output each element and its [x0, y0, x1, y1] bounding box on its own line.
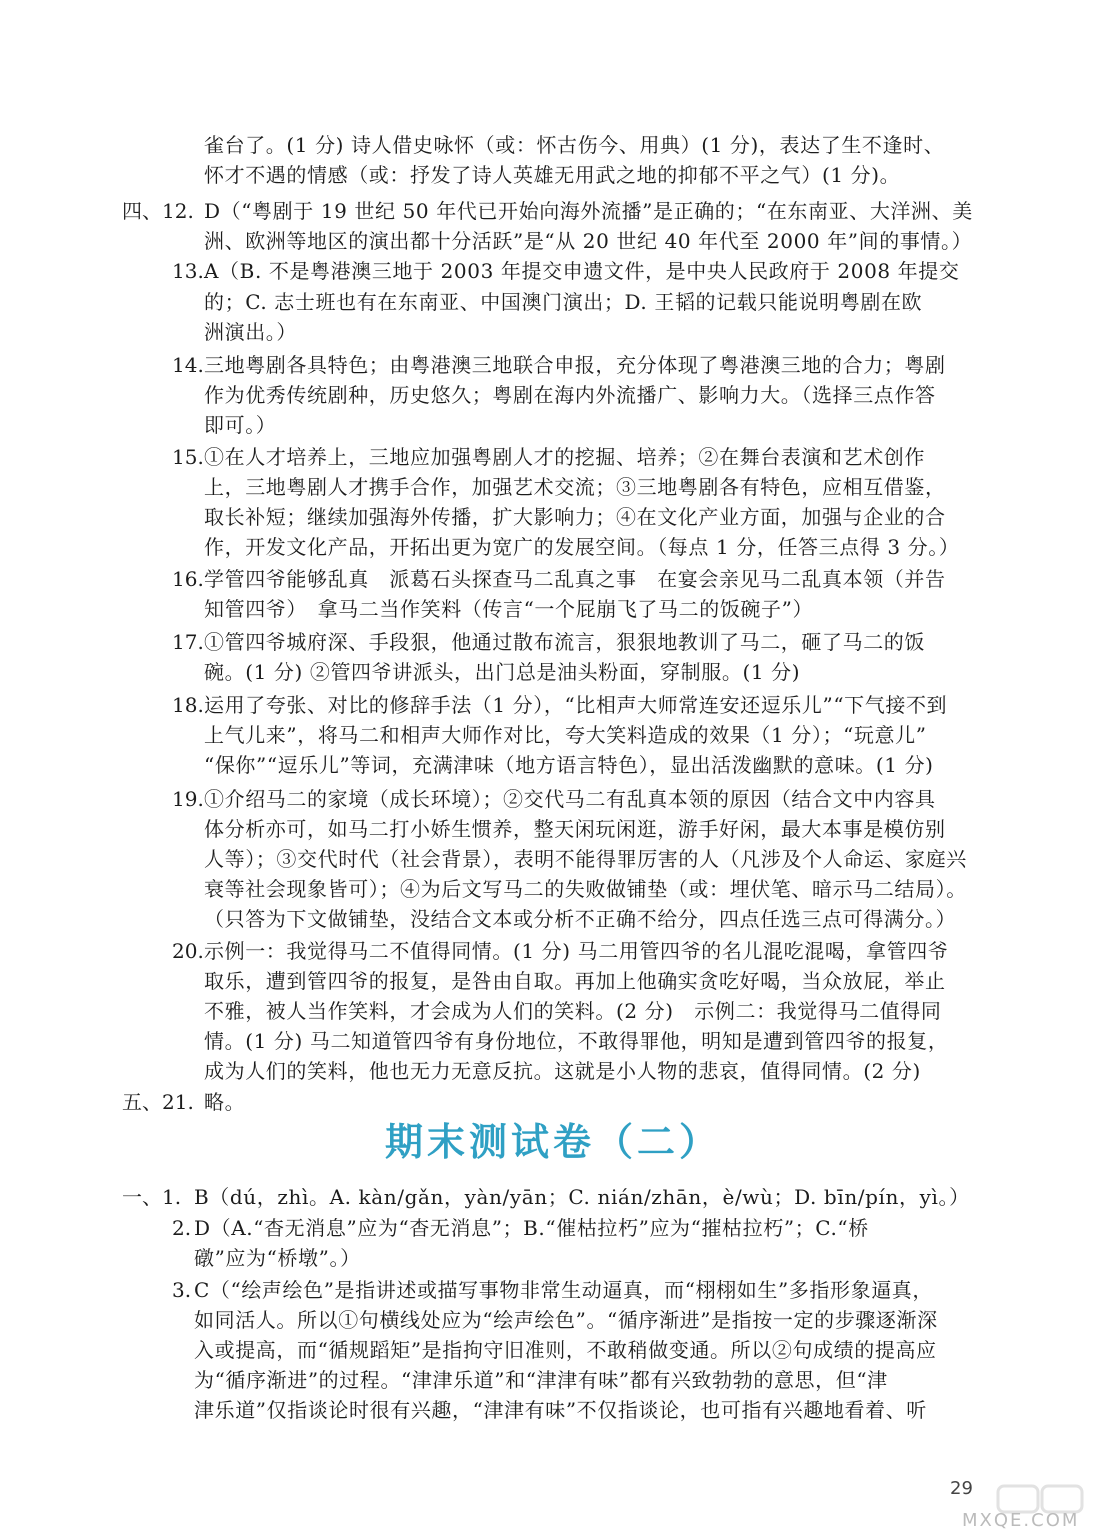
text-line: 成为人们的笑料，他也无力无意反抗。这就是小人物的悲哀，值得同情。(2 分)	[204, 1059, 921, 1083]
text-line: 入或提高，而“循规蹈矩”是指拘守旧准则，不敢稍做变通。所以②句成绩的提高应	[194, 1338, 937, 1362]
text-line: 示例一：我觉得马二不值得同情。(1 分) 马二用管四爷的名儿混吃混喝，拿管四爷	[204, 939, 949, 963]
text-line: 洲、欧洲等地区的演出都十分活跃”是“从 20 世纪 40 年代至 2000 年”间的事情。）	[204, 229, 973, 253]
text-line: 礅”应为“桥墩”。）	[194, 1246, 361, 1270]
text-line: 不雅，被人当作笑料，才会成为人们的笑料。(2 分) 示例二：我觉得马二值得同	[204, 999, 942, 1023]
text-line: 体分析亦可，如马二打小娇生惯养，整天闲玩闲逛，游手好闲，最大本事是模仿别	[204, 817, 946, 841]
page-number: 29	[950, 1478, 973, 1499]
text-line: ①在人才培养上，三地应加强粤剧人才的挖掘、培养；②在舞台表演和艺术创作	[204, 445, 925, 469]
text-line: 的；C. 志士班也有在东南亚、中国澳门演出；D. 王韬的记载只能说明粤剧在欧	[204, 290, 923, 314]
text-line: 学管四爷能够乱真 派葛石头探查马二乱真之事 在宴会亲见马二乱真本领（并告	[204, 567, 946, 591]
question-number: 16.	[172, 567, 204, 591]
text-line: 知管四爷） 拿马二当作笑料（传言“一个屁崩飞了马二的饭碗子”）	[204, 597, 814, 621]
text-line: 洲演出。）	[204, 320, 297, 344]
question-number: 14.	[172, 353, 204, 377]
text-line: 如同活人。所以①句横线处应为“绘声绘色”。“循序渐进”是指按一定的步骤逐渐深	[194, 1308, 938, 1332]
text-line: 三地粤剧各具特色；由粤港澳三地联合申报，充分体现了粤港澳三地的合力；粤剧	[204, 353, 946, 377]
text-line: 取长补短；继续加强海外传播，扩大影响力；④在文化产业方面，加强与企业的合	[204, 505, 946, 529]
text-line: B（dú，zhì。A. kàn/gǎn，yàn/yān；C. nián/zhān，è/wù；D. bīn/pín，yì。）	[194, 1185, 970, 1209]
text-line: 怀才不遇的情感（或：抒发了诗人英雄无用武之地的抑郁不平之气）(1 分)。	[204, 163, 901, 187]
text-line: C（“绘声绘色”是指讲述或描写事物非常生动逼真，而“栩栩如生”多指形象逼真，	[194, 1278, 934, 1302]
watermark-text: MXQE.COM	[962, 1510, 1080, 1531]
text-line: “保你”“逗乐儿”等词，充满津味（地方语言特色），显出活泼幽默的意味。(1 分)	[204, 753, 934, 777]
text-line: ①管四爷城府深、手段狠，他通过散布流言，狠狠地教训了马二，砸了马二的饭	[204, 630, 925, 654]
text-line: 衰等社会现象皆可）；④为后文写马二的失败做铺垫（或：埋伏笔、暗示马二结局）。	[204, 877, 967, 901]
question-number: 20.	[172, 939, 204, 963]
question-number: 3.	[172, 1278, 192, 1302]
text-line: ①介绍马二的家境（成长环境）；②交代马二有乱真本领的原因（结合文中内容具	[204, 787, 936, 811]
question-number: 四、12.	[122, 199, 194, 223]
text-line: 雀台了。(1 分) 诗人借史咏怀（或：怀古伤今、用典）(1 分)，表达了生不逢时、	[204, 133, 945, 157]
text-line: 作为优秀传统剧种，历史悠久；粤剧在海内外流播广、影响力大。（选择三点作答	[204, 383, 936, 407]
text-line: D（A.“杳无消息”应为“杳无消息”；B.“催枯拉朽”应为“摧枯拉朽”；C.“桥	[194, 1216, 869, 1240]
text-line: 津乐道”仅指谈论时很有兴趣，“津津有味”不仅指谈论，也可指有兴趣地看着、听	[194, 1398, 927, 1422]
text-line: 人等）；③交代时代（社会背景），表明不能得罪厉害的人（凡涉及个人命运、家庭兴	[204, 847, 967, 871]
question-number: 17.	[172, 630, 204, 654]
question-number: 13.	[172, 259, 204, 283]
text-line: 取乐，遭到管四爷的报复，是咎由自取。再加上他确实贪吃好喝，当众放屁，举止	[204, 969, 946, 993]
text-line: 即可。）	[204, 413, 277, 437]
question-number: 19.	[172, 787, 204, 811]
text-line: （只答为下文做铺垫，没结合文本或分析不正确不给分，四点任选三点可得满分。）	[204, 907, 957, 931]
text-line: 作，开发文化产品，开拓出更为宽广的发展空间。（每点 1 分，任答三点得 3 分。）	[204, 535, 960, 559]
question-number: 18.	[172, 693, 204, 717]
question-number: 15.	[172, 445, 204, 469]
text-line: 为“循序渐进”的过程。“津津乐道”和“津津有味”都有兴致勃勃的意思，但“津	[194, 1368, 888, 1392]
section-title: 期末测试卷（二）	[384, 1119, 721, 1164]
text-line: 碗。(1 分) ②管四爷讲派头，出门总是油头粉面，穿制服。(1 分)	[204, 660, 801, 684]
text-line: 上，三地粤剧人才携手合作，加强艺术交流；③三地粤剧各有特色，应相互借鉴，	[204, 475, 946, 499]
question-number: 2.	[172, 1216, 192, 1240]
question-number: 五、21.	[122, 1090, 194, 1114]
text-line: 情。(1 分) 马二知道管四爷有身份地位，不敢得罪他，明知是遭到管四爷的报复，	[204, 1029, 949, 1053]
text-line: 略。	[204, 1090, 246, 1114]
text-line: A（B. 不是粤港澳三地于 2003 年提交申遗文件，是中央人民政府于 2008 年提交	[204, 259, 960, 283]
text-line: 上气儿来”，将马二和相声大师作对比，夸大笑料造成的效果（1 分）；“玩意儿”	[204, 723, 927, 747]
question-number: 一、1.	[122, 1185, 182, 1209]
text-line: 运用了夸张、对比的修辞手法（1 分），“比相声大师常连安还逗乐儿”“下气接不到	[204, 693, 948, 717]
text-line: D（“粤剧于 19 世纪 50 年代已开始向海外流播”是正确的；“在东南亚、大洋洲、美	[204, 199, 973, 223]
